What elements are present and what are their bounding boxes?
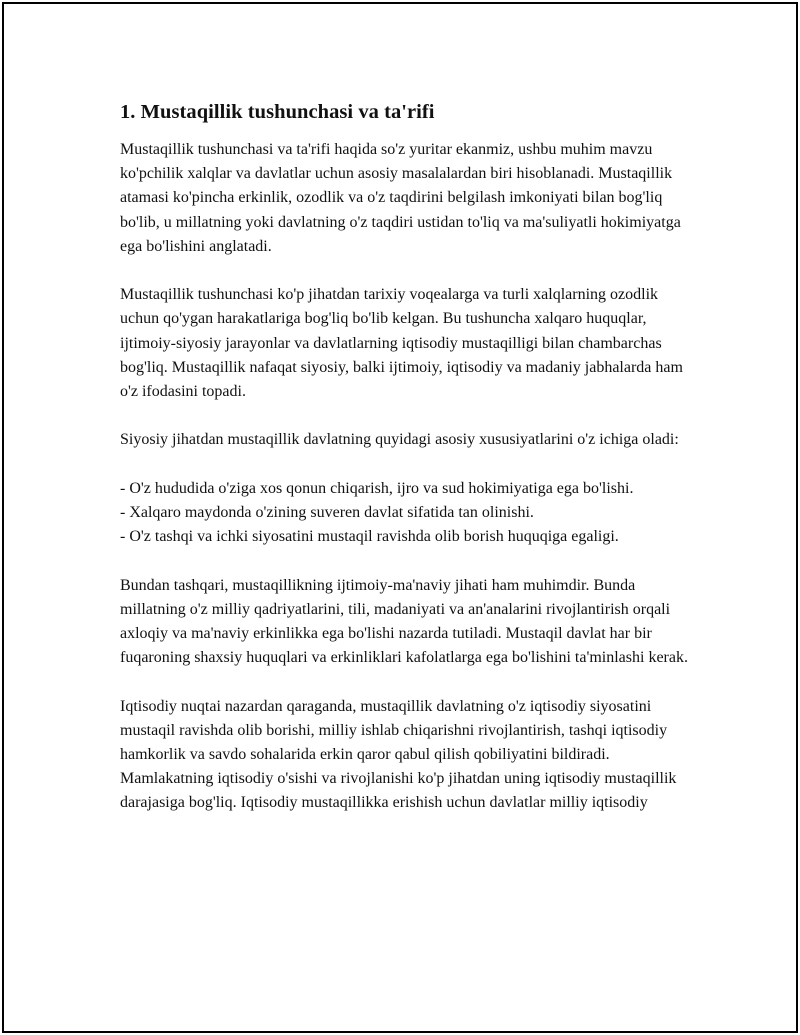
list-item: - O'z tashqi va ichki siyosatini mustaqil ravishda olib borish huquqiga egaligi. bbox=[120, 528, 619, 546]
paragraph: Iqtisodiy nuqtai nazardan qaraganda, mustaqillik davlatning o'z iqtisodiy siyosatini mustaqil ravishda olib borishi, milliy ishlab chiqarishni rivojlantirish, tashqi iqtisodiy hamkorlik va savdo sohalarida erkin qaror qabul qilish qobiliyatini bildiradi. Mamlakatning iqtisodiy o'sishi va rivojlanishi ko'p jihatdan uning iqtisodiy mustaqillik darajasiga bog'liq. Iqtisodiy mustaqillikka erishish uchun davlatlar milliy iqtisodiy bbox=[120, 697, 677, 812]
list-item: - Xalqaro maydonda o'zining suveren davlat sifatida tan olinishi. bbox=[120, 504, 534, 521]
page-content bbox=[120, 100, 690, 840]
section-heading: 1. Mustaqillik tushunchasi va ta'rifi bbox=[120, 101, 435, 123]
document-page bbox=[2, 2, 798, 1033]
bullet-list bbox=[120, 477, 690, 550]
body-text bbox=[120, 138, 690, 816]
paragraph: Mustaqillik tushunchasi ko'p jihatdan tarixiy voqealarga va turli xalqlarning ozodlik uchun qo'ygan harakatlariga bog'liq bo'lib kelgan. Bu tushuncha xalqaro huquqlar, ijtimoiy-siyosiy jarayonlar va davlatlarning iqtisodiy mustaqilligi bilan chambarchas bog'liq. Mustaqillik nafaqat siyosiy, balki ijtimoiy, iqtisodiy va madaniy jabhalarda ham o'z ifodasini topadi. bbox=[120, 286, 683, 401]
paragraph: Siyosiy jihatdan mustaqillik davlatning quyidagi asosiy xususiyatlarini o'z ichiga oladi: bbox=[120, 431, 679, 449]
list-item: - O'z hududida o'ziga xos qonun chiqarish, ijro va sud hokimiyatiga ega bo'lishi. bbox=[120, 479, 634, 497]
paragraph: Mustaqillik tushunchasi va ta'rifi haqida so'z yuritar ekanmiz, ushbu muhim mavzu ko'pchilik xalqlar va davlatlar uchun asosiy masalalardan biri hisoblanadi. Mustaqillik atamasi ko'pincha erkinlik, ozodlik va o'z taqdirini belgilash imkoniyati bilan bog'liq bo'lib, u millatning yoki davlatning o'z taqdiri ustidan to'liq va ma'suliyatli hokimiyatga ega bo'lishini anglatadi. bbox=[120, 141, 681, 255]
paragraph: Bundan tashqari, mustaqillikning ijtimoiy-ma'naviy jihati ham muhimdir. Bunda millatning o'z milliy qadriyatlarini, tili, madaniyati va an'analarini rivojlantirish orqali axloqiy va ma'naviy erkinlikka ega bo'lishi nazarda tutiladi. Mustaqil davlat har bir fuqaroning shaxsiy huquqlari va erkinliklari kafolatlarga ega bo'lishini ta'minlashi kerak. bbox=[120, 576, 688, 667]
